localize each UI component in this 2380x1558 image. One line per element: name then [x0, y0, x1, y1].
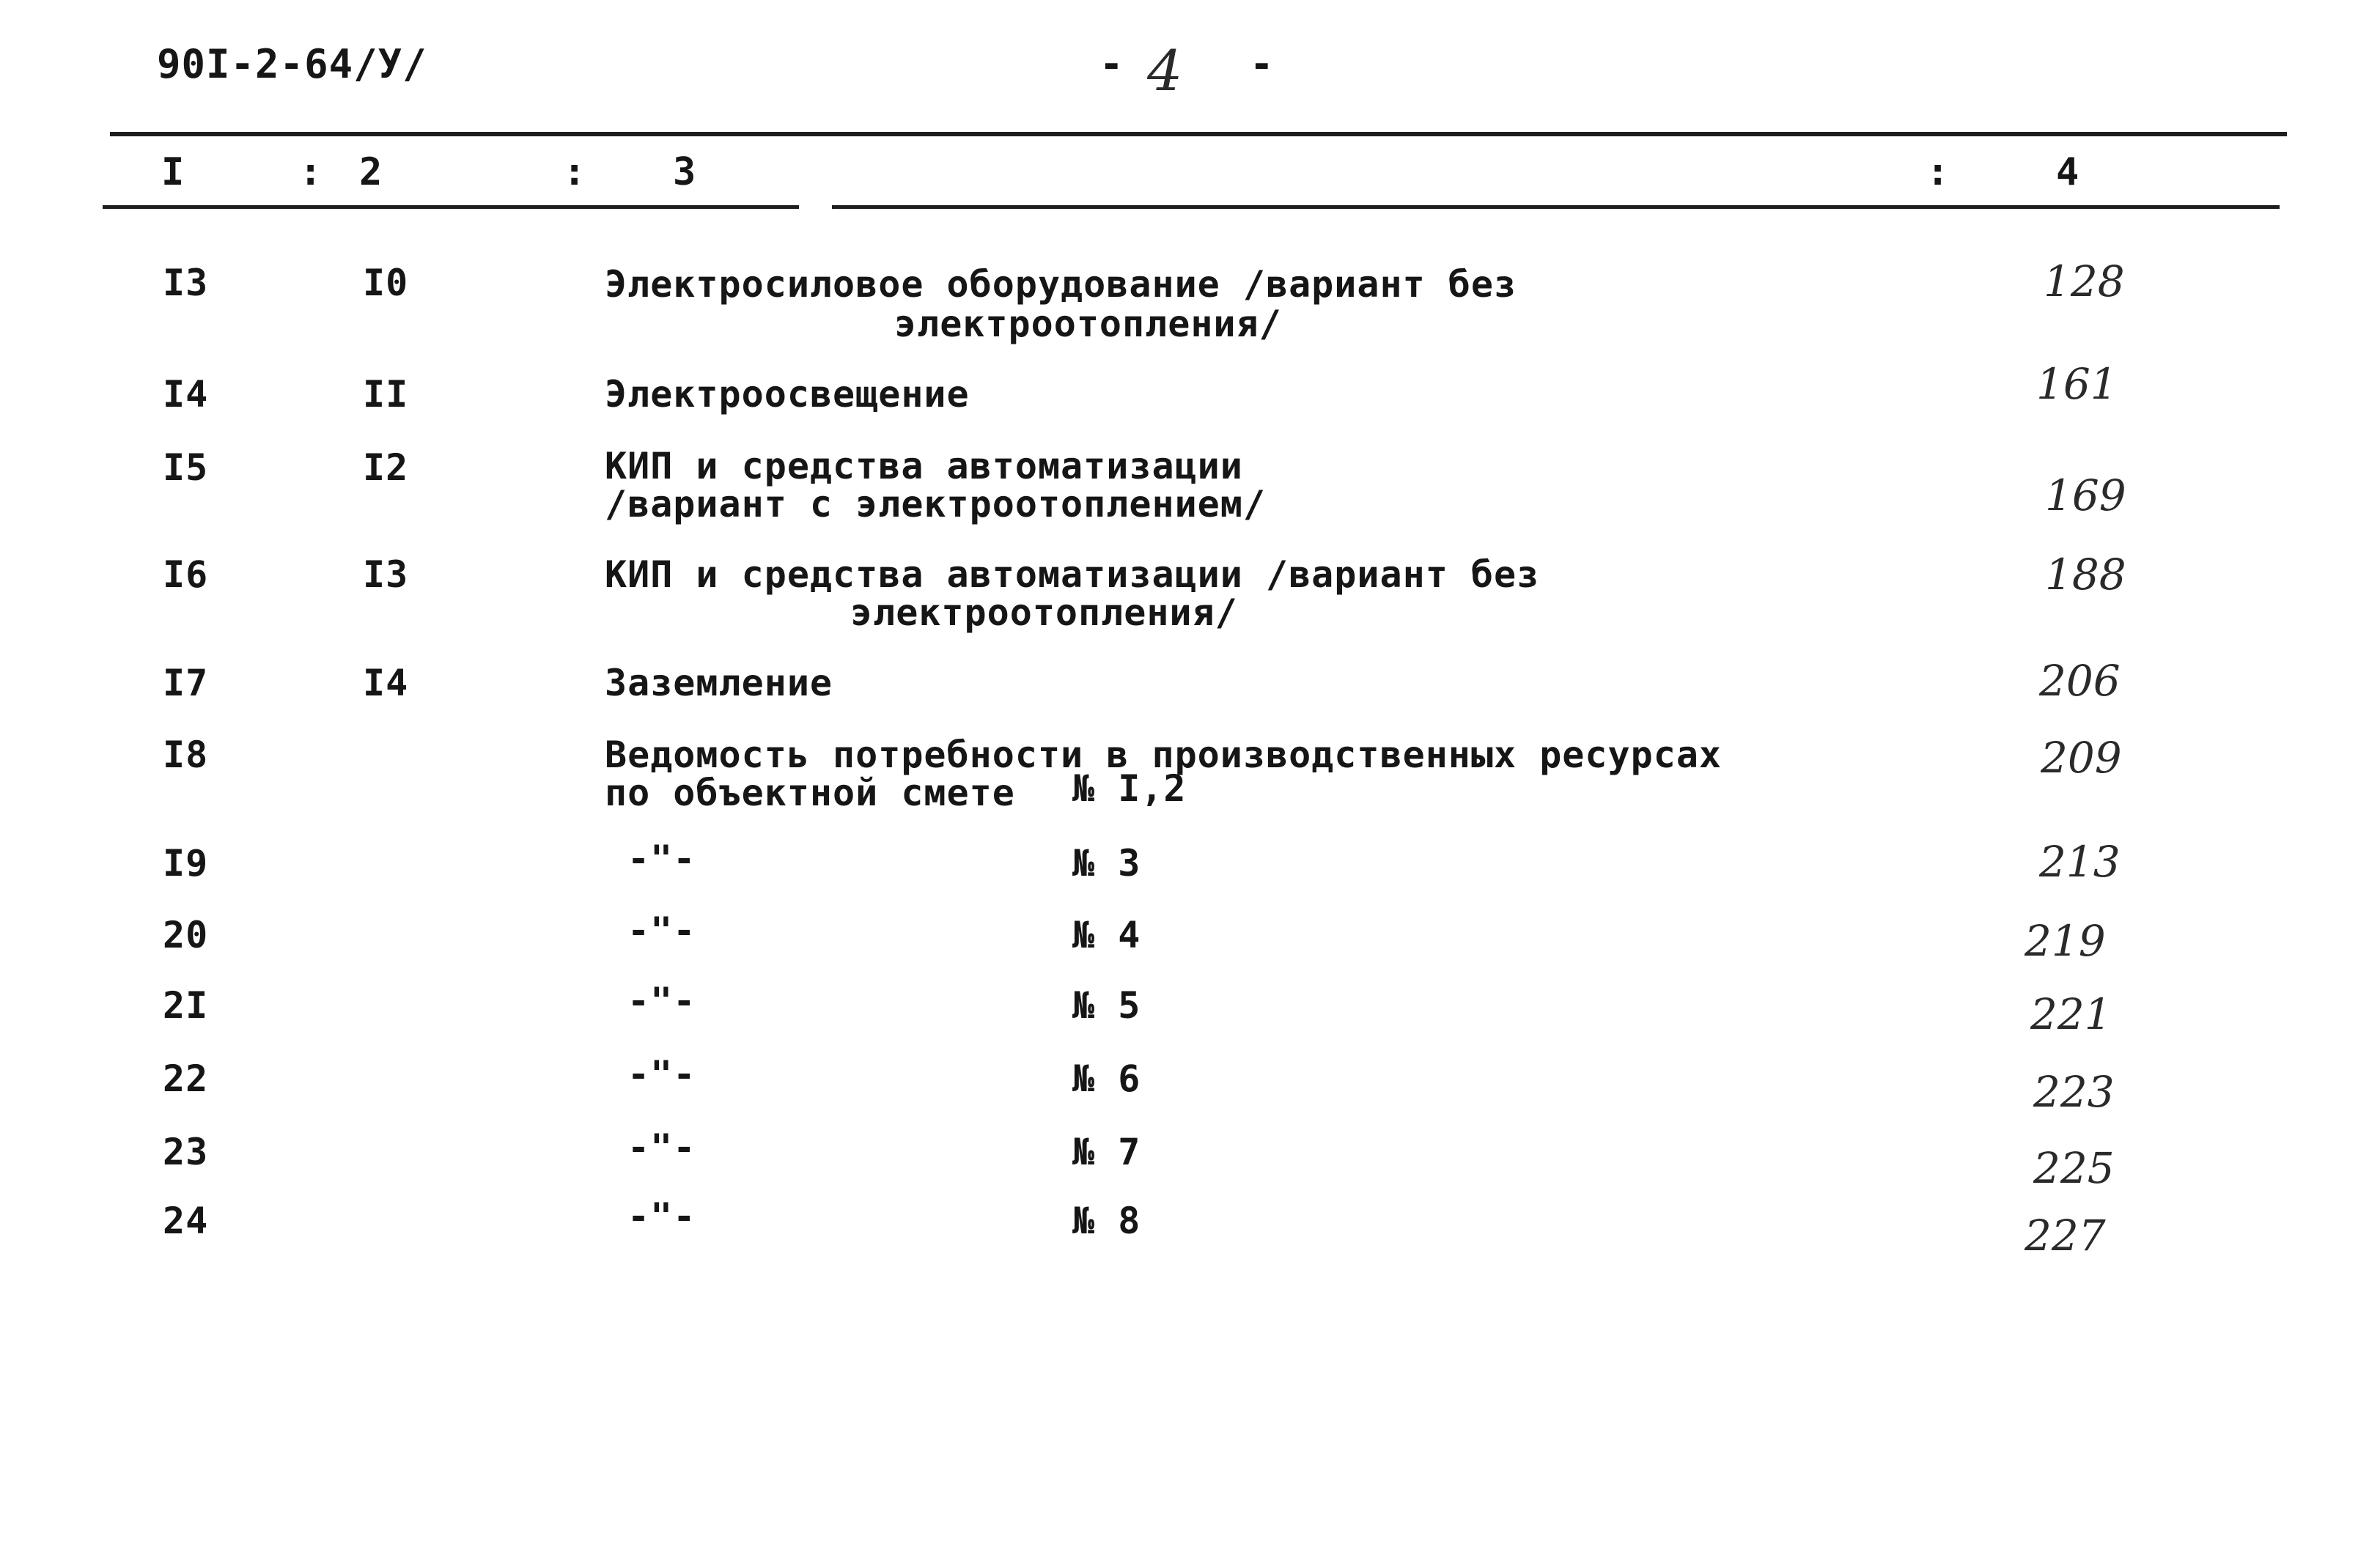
- estimate-number: № 6: [1072, 1057, 1141, 1100]
- row-title-continued: по объектной смете: [605, 772, 1015, 814]
- page-dash-right: -: [1250, 41, 1275, 87]
- page-ref: 223: [2033, 1067, 2115, 1117]
- section-number: I3: [363, 553, 409, 596]
- row-number: I4: [163, 373, 209, 416]
- page-ref: 209: [2041, 733, 2122, 783]
- column-1-header: I: [161, 150, 185, 194]
- estimate-number: № 4: [1072, 914, 1141, 956]
- header-rule-left: [103, 205, 799, 209]
- column-separator: :: [1926, 150, 1950, 194]
- section-number: II: [363, 373, 409, 416]
- row-title-continued: электроотопления/: [894, 303, 1282, 345]
- row-title: КИП и средства автоматизации /вариант без: [605, 553, 1540, 596]
- row-title: КИП и средства автоматизации: [605, 445, 1243, 487]
- page-ref: 227: [2025, 1211, 2106, 1260]
- page-ref: 225: [2033, 1143, 2115, 1193]
- ditto-mark: -"-: [627, 838, 696, 880]
- top-rule: [110, 132, 2287, 136]
- ditto-mark: -"-: [627, 909, 696, 952]
- row-number: I8: [163, 734, 209, 776]
- estimate-number: № 8: [1072, 1200, 1141, 1242]
- page-ref: 219: [2025, 916, 2106, 966]
- row-title: Электросиловое оборудование /вариант без: [605, 263, 1517, 306]
- estimate-number: № 5: [1072, 984, 1141, 1027]
- page-ref: 221: [2030, 989, 2112, 1039]
- row-title: Электроосвещение: [605, 373, 970, 416]
- header-rule-right: [832, 205, 2280, 209]
- page-ref: 188: [2045, 550, 2126, 599]
- row-number: I6: [163, 553, 209, 596]
- page-number: 4: [1147, 38, 1183, 103]
- page-dash-left: -: [1099, 41, 1124, 87]
- document-code: 90I-2-64/У/: [157, 41, 427, 87]
- column-2-header: 2: [359, 150, 383, 194]
- section-number: I0: [363, 262, 409, 304]
- row-title-continued: /вариант с электроотоплением/: [605, 483, 1266, 525]
- ditto-mark: -"-: [627, 1126, 696, 1169]
- row-number: 20: [163, 914, 209, 956]
- row-number: I3: [163, 262, 209, 304]
- row-number: 23: [163, 1131, 209, 1173]
- section-number: I4: [363, 662, 409, 704]
- estimate-number: № 7: [1072, 1131, 1141, 1173]
- row-number: 24: [163, 1200, 209, 1242]
- page-ref: 128: [2044, 256, 2125, 306]
- estimate-number: № 3: [1072, 842, 1141, 885]
- page-ref: 161: [2036, 359, 2118, 409]
- ditto-mark: -"-: [627, 1053, 696, 1096]
- page-ref: 206: [2039, 656, 2121, 706]
- row-number: 2I: [163, 984, 209, 1027]
- row-number: I5: [163, 446, 209, 489]
- page-ref: 213: [2039, 837, 2121, 887]
- section-number: I2: [363, 446, 409, 489]
- row-number: 22: [163, 1057, 209, 1100]
- column-4-header: 4: [2056, 150, 2079, 194]
- estimate-number: № I,2: [1072, 767, 1187, 810]
- column-separator: :: [563, 150, 586, 194]
- row-number: I9: [163, 842, 209, 885]
- column-separator: :: [299, 150, 323, 194]
- column-3-header: 3: [673, 150, 696, 194]
- page-ref: 169: [2045, 470, 2126, 520]
- ditto-mark: -"-: [627, 1195, 696, 1238]
- row-title-continued: электроотопления/: [850, 591, 1238, 634]
- row-number: I7: [163, 662, 209, 704]
- row-title: Заземление: [605, 662, 833, 704]
- ditto-mark: -"-: [627, 980, 696, 1022]
- row-title: Ведомость потребности в производственных ресурсах: [605, 734, 1723, 776]
